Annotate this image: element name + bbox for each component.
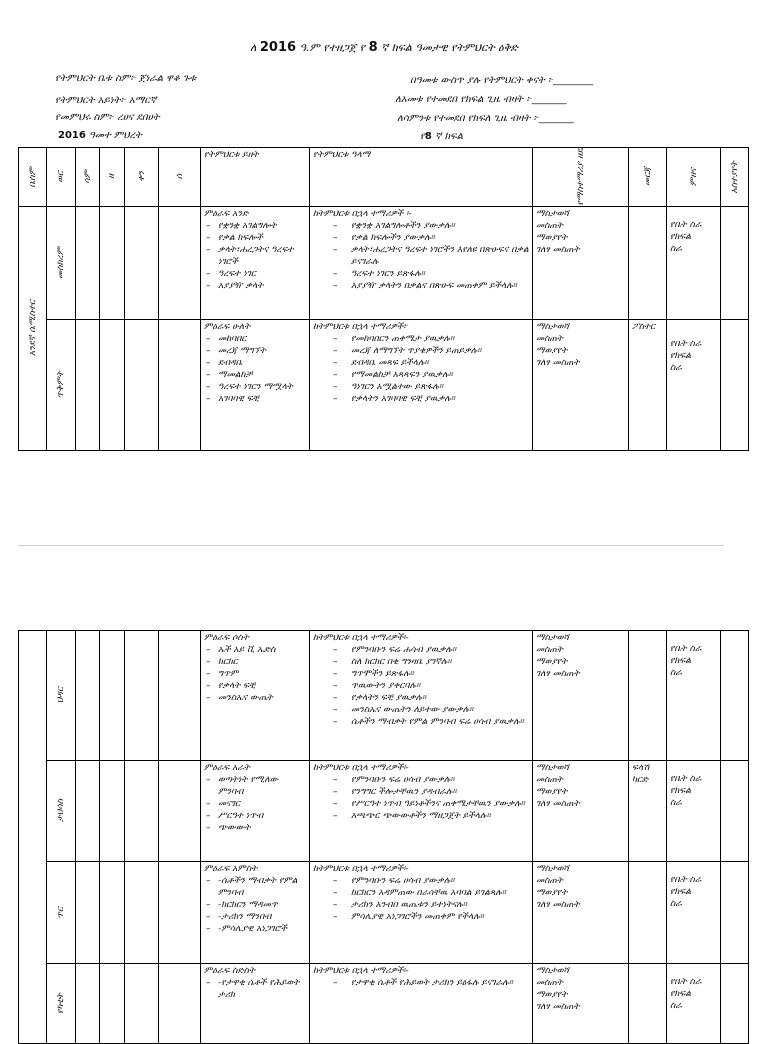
plan-table-semester-1	[18, 147, 749, 451]
hour-cell	[159, 206, 201, 319]
weekly-periods: ለሳምንቱ የተመደበ የክፍለ ጊዜ ብዛት ፦_______	[397, 113, 574, 124]
objective-item: – ክርክርን አዳምጠው በራሳቸዉ አባባል ይገልጻሉ።	[313, 887, 529, 899]
day-cell	[125, 319, 159, 450]
unit-label: አንደኛ ሴሚስተር	[27, 300, 38, 357]
header-unit: ቤስም	[19, 148, 47, 207]
assessment-line: ስራ	[670, 362, 682, 373]
method-line: ገለፃ መስጠት	[536, 669, 580, 679]
objectives-cell	[310, 761, 533, 862]
content-list	[204, 977, 306, 1001]
content-item: – -ሴቶችን ማብቃት የምል ምንባብ	[204, 875, 306, 899]
method-cell	[533, 206, 629, 319]
method-line: ማወያየት	[536, 345, 568, 356]
objective-item: – የቋንቋ አገልግሎቶችን ያውቃሉ።	[313, 220, 529, 232]
remark-cell	[721, 206, 749, 319]
method-line: መስጠት	[536, 333, 563, 344]
day-cell	[125, 631, 159, 761]
header-day: ቀን	[125, 148, 159, 207]
objectives-intro: ከትምህርቱ በኋላ ተማሪዎች፦	[313, 321, 409, 332]
content-list	[204, 774, 306, 834]
month-label: ህዳር	[56, 687, 66, 704]
day-cell	[125, 964, 159, 1044]
content-cell	[201, 862, 310, 964]
remark-cell	[721, 964, 749, 1044]
content-item: – ኤች አይ ቪ ኤድስ	[204, 644, 306, 656]
assessment-line: ስራ	[670, 243, 682, 254]
remark-cell	[721, 862, 749, 964]
aids-line: ፖስተር	[632, 321, 656, 332]
content-item: – ቃላት፣ሐረጋትና ዓረፍተ ነገሮች	[204, 244, 306, 268]
objectives-intro: ከትምህርቱ በኋላ ተማሪዎች፡-	[313, 864, 409, 874]
content-item: – ጭውውት	[204, 822, 306, 834]
period-cell	[100, 761, 125, 862]
month-cell	[47, 206, 76, 319]
assessment-cell	[667, 206, 721, 319]
objective-item: – ቃላት፣ሐረጋትና ዓረፍተ ነገሮችን እየለዩ በጽሁፍና በቃል ይናገራሉ	[313, 244, 529, 268]
method-line: መስጠት	[536, 978, 563, 988]
content-item: – መንስኤና ውጤት	[204, 692, 306, 704]
assessment-line: የቤት ስራ	[670, 219, 702, 230]
method-line: መስጠት	[536, 645, 563, 655]
objective-item: – ሴቶችን ማብቃት የምል ምንባብ ፍሬ ሀሳብ ያዉቃሉ።	[313, 716, 529, 728]
unit-cell	[19, 206, 47, 450]
yearly-periods: ለአመቱ የተመደበ የክፍል ጊዜ ብዛት ፦_______	[395, 94, 567, 105]
method-line: ማስታወሻ	[536, 763, 569, 773]
method-line: ገለፃ መስጠት	[536, 900, 580, 910]
content-item: – -የታዋቂ ሴቶች የሕይወት ታሪክ	[204, 977, 306, 1001]
content-item: – ሥርዓተ ነጥብ	[204, 810, 306, 822]
content-list	[204, 220, 306, 292]
method-line: ማወያየት	[536, 888, 568, 898]
hour-cell	[159, 761, 201, 862]
content-cell	[201, 964, 310, 1044]
assessment-line: የክፍል	[670, 989, 691, 999]
method-cell	[533, 862, 629, 964]
unit-title: ምዕራፍ አምስት	[204, 864, 258, 874]
hour-cell	[159, 631, 201, 761]
unit-title: ምዕራፍ አራት	[204, 763, 250, 773]
content-item: – መናገር	[204, 798, 306, 810]
content-item: – የቃል ክፍሎች	[204, 232, 306, 244]
objectives-intro: ከትምህርቱ በኋላ ተማሪዎች፡-	[313, 763, 409, 773]
method-line: ማወያየት	[536, 990, 568, 1000]
method-line: ገለፃ መስጠት	[536, 799, 580, 809]
assessment-cell	[667, 319, 721, 450]
header-method: የማስተማሪያ ዘዴ	[533, 148, 629, 207]
assessment-cell	[667, 631, 721, 761]
content-cell	[201, 761, 310, 862]
objectives-cell	[310, 206, 533, 319]
table-header-row	[19, 148, 749, 207]
header-week: ሳም	[76, 148, 100, 207]
method-line: ማስታወሻ	[536, 864, 569, 874]
unit-title: ምዕራፍ ሶስት	[204, 633, 249, 643]
month-label: ጥቅምት	[56, 370, 66, 399]
method-line: ማስታወሻ	[536, 633, 569, 643]
objective-item: – ጥዉውትን ያቀርባሉ።	[313, 680, 529, 692]
header-aids: መርጃ	[629, 148, 667, 207]
assessment-line: የቤት ስራ	[670, 977, 702, 987]
unit-title: ምዕራፍ አንድ	[204, 208, 249, 219]
objectives-cell	[310, 319, 533, 450]
hour-cell	[159, 319, 201, 450]
objective-item: – የንግግር ችሎታቸዉን ያዳብራሉ።	[313, 786, 529, 798]
content-item: – ዓረፍተ ነገርን ማሟላት	[204, 381, 306, 393]
day-cell	[125, 206, 159, 319]
method-line: ማወያየት	[536, 657, 568, 667]
month-cell	[47, 319, 76, 450]
objective-item: – አያያዥ ቃላትን በቃልና በጽሁፍ መጠቀም ይችላሉ።	[313, 280, 529, 292]
remark-cell	[721, 761, 749, 862]
header-month: ወር	[47, 148, 76, 207]
aids-cell	[629, 761, 667, 862]
document-title: ለ 2016 ዓ.ም የተዘጋጀ የ 8 ኛ ክፍል ዓመታዊ የትምህርት ዕቅድ	[249, 40, 519, 55]
school-days: በዓመቱ ውስጥ ያሉ የትምህርት ቀናት ፦________	[410, 75, 594, 86]
content-cell	[201, 206, 310, 319]
content-item: – የቋንቋ አገልግሎት	[204, 220, 306, 232]
month-cell	[47, 761, 76, 862]
objective-item: – የምንባቡን ፍሬ ሐሳብ ያዉቃሉ።	[313, 644, 529, 656]
content-list	[204, 644, 306, 704]
aids-cell	[629, 206, 667, 319]
remark-cell	[721, 631, 749, 761]
teacher-name: የመምህሩ ስም፦ ረሀና ደበሀት	[55, 112, 160, 123]
objective-item: – የቃል ክፍሎችን ያውቃሉ።	[313, 232, 529, 244]
period-cell	[100, 631, 125, 761]
assessment-line: የቤት ስራ	[670, 774, 702, 784]
content-item: – የቃላት ፍቺ	[204, 680, 306, 692]
method-line: ማስታወሻ	[536, 321, 569, 332]
objective-item: – የማመልከቻ አጻጻፍን ያዉቃሉ።	[313, 369, 529, 381]
method-line: ማስታወሻ	[536, 208, 569, 219]
period-cell	[100, 964, 125, 1044]
content-list	[204, 333, 306, 405]
objectives-cell	[310, 631, 533, 761]
week-cell	[76, 862, 100, 964]
objective-item: – ስለ ክርክር በቂ ግንዛቤ ያገኛሉ።	[313, 656, 529, 668]
header-hour: ሰ	[159, 148, 201, 207]
table-row	[19, 206, 749, 319]
period-cell	[100, 206, 125, 319]
objective-item: – ታሪክን አንብበ ዉጤቱን ይተነትናሉ።	[313, 899, 529, 911]
method-cell	[533, 631, 629, 761]
table-row	[19, 862, 749, 964]
assessment-cell	[667, 862, 721, 964]
objective-item: – የቃላትን ፍቺ ያዉቃሉ።	[313, 692, 529, 704]
objective-item: – መንስኤና ውጤትን ለይተው ያውቃሉ።	[313, 704, 529, 716]
day-cell	[125, 862, 159, 964]
assessment-line: ስራ	[670, 798, 682, 808]
content-item: – አያያዥ ቃላት	[204, 280, 306, 292]
objectives-intro: ከትምህርቱ በኋላ ተማሪዎች፡-	[313, 633, 409, 643]
assessment-line: ስራ	[670, 899, 682, 909]
assessment-cell	[667, 761, 721, 862]
content-item: – መረጃ ማግኘት	[204, 345, 306, 357]
assessment-line: የቤት ስራ	[670, 338, 702, 349]
assessment-line: የክፍል	[670, 887, 691, 897]
assessment-line: የክፍል	[670, 350, 691, 361]
week-cell	[76, 631, 100, 761]
assessment-cell	[667, 964, 721, 1044]
content-item: – -ታሪክን ማንበብ	[204, 911, 306, 923]
header-objectives: የትምህርቱ ዓላማ	[310, 148, 533, 207]
table-row	[19, 631, 749, 761]
aids-cell	[629, 631, 667, 761]
plan-table-continued	[18, 630, 749, 1044]
content-item: – ግጥም	[204, 668, 306, 680]
objective-item: – መረጃ ለማግኘት ጥያቄዎችን ይጠይቃሉ።	[313, 345, 529, 357]
objectives-intro: ከትምህርቱ በኋላ ተማሪዎች፡-	[313, 966, 409, 976]
assessment-line: ስራ	[670, 668, 682, 678]
week-cell	[76, 964, 100, 1044]
objectives-list	[313, 644, 529, 728]
month-label: መስከረም	[56, 246, 66, 279]
page-divider	[18, 545, 724, 546]
method-line: ገለፃ መስጠት	[536, 244, 580, 255]
content-item: – አገባባዊ ፍቺ	[204, 393, 306, 405]
objectives-list	[313, 875, 529, 923]
content-list	[204, 875, 306, 935]
header-content: የትምህርቱ ይዘት	[201, 148, 310, 207]
content-item: – -ክርክርን ማዳመጥ	[204, 899, 306, 911]
month-label: ታህሳስ	[56, 799, 66, 823]
method-line: መስጠት	[536, 775, 563, 785]
objectives-cell	[310, 862, 533, 964]
content-item: – ወጣትነት የሚለው ምንባብ	[204, 774, 306, 798]
objective-item: – አጫጭር ጭውውቶችን ማዘጋጀት ይችላሉ።	[313, 810, 529, 822]
aids-line: ካርድ	[632, 775, 649, 785]
week-cell	[76, 761, 100, 862]
period-cell	[100, 862, 125, 964]
assessment-line: የቤት ስራ	[670, 875, 702, 885]
unit-title: ምዕራፍ ስድስት	[204, 966, 256, 976]
objective-item: – ግጥሞችን ይጽፋሉ።	[313, 668, 529, 680]
method-line: ገለፃ መስጠት	[536, 357, 580, 368]
objectives-list	[313, 977, 529, 989]
method-cell	[533, 319, 629, 450]
method-line: ማስታወሻ	[536, 966, 569, 976]
method-line: ማወያየት	[536, 232, 568, 243]
objective-item: – የምንባቡን ፍሬ ሀሳብ ያውቃሉ።	[313, 875, 529, 887]
grade-label: የ8 ኛ ክፍል	[420, 131, 463, 142]
content-cell	[201, 319, 310, 450]
aids-cell	[629, 964, 667, 1044]
objectives-list	[313, 333, 529, 405]
unit-title: ምዕራፍ ሁለት	[204, 321, 251, 332]
objective-item: – ዓነገርን አሟልተው ይጽፋሉ።	[313, 381, 529, 393]
objectives-list	[313, 220, 529, 292]
objectives-list	[313, 774, 529, 822]
aids-cell	[629, 319, 667, 450]
table-row	[19, 319, 749, 450]
objective-item: – የሥርዓተ ነጥብ ዓይነቶችንና ጠቀሜታቸዉን ያውቃሉ።	[313, 798, 529, 810]
subject-name: የትምህርት አይነት፦ አማርኛ	[55, 95, 157, 106]
objective-item: – ምሳሌያዊ አነጋገሮችን መጠቀም የችላሉ።	[313, 911, 529, 923]
method-cell	[533, 761, 629, 862]
objective-item: – የቃላትን አገባባዊ ፍቺ ያዉቃሉ።	[313, 393, 529, 405]
week-cell	[76, 319, 100, 450]
content-item: – ደብዳቤ	[204, 357, 306, 369]
assessment-line: የክፍል	[670, 786, 691, 796]
method-line: ገለፃ መስጠት	[536, 1002, 580, 1012]
header-remark: አስተያየት	[721, 148, 749, 207]
method-cell	[533, 964, 629, 1044]
content-item: – ዓረፍተ ነገር	[204, 268, 306, 280]
hour-cell	[159, 964, 201, 1044]
content-item: – መከባበር	[204, 333, 306, 345]
month-label: የካቲት	[56, 993, 66, 1014]
assessment-line: የክፍል	[670, 231, 691, 242]
remark-cell	[721, 319, 749, 450]
header-period: ዘ	[100, 148, 125, 207]
school-name: የትምህርት ቤቱ ስም፦ ጀነራል ዋቆ ጉቱ	[55, 73, 197, 84]
objective-item: – የምንባቡን ፍሬ ሀሳብ ያውቃሉ።	[313, 774, 529, 786]
content-item: – -ምሳሌያዊ አነጋገሮች	[204, 923, 306, 935]
assessment-line: የክፍል	[670, 656, 691, 666]
week-cell	[76, 206, 100, 319]
objective-item: – የመከባበርን ጠቀሜታ ያዉቃሉ።	[313, 333, 529, 345]
method-line: መስጠት	[536, 220, 563, 231]
period-cell	[100, 319, 125, 450]
content-cell	[201, 631, 310, 761]
month-cell	[47, 862, 76, 964]
content-item: – ክርክር	[204, 656, 306, 668]
table-row	[19, 964, 749, 1044]
content-item: – ማመልከቻ	[204, 369, 306, 381]
objectives-cell	[310, 964, 533, 1044]
header-assessment: ምዘና	[667, 148, 721, 207]
month-cell	[47, 964, 76, 1044]
day-cell	[125, 761, 159, 862]
unit-cell	[19, 631, 47, 1044]
academic-year: 2016 ዓመተ ምህረት	[58, 130, 142, 141]
objectives-intro: ከትምህርቱ በኋላ ተማሪዎች ፡-	[313, 208, 412, 219]
assessment-line: የቤት ስራ	[670, 644, 702, 654]
month-label: ጥር	[56, 906, 66, 919]
aids-cell	[629, 862, 667, 964]
method-line: ማወያየት	[536, 787, 568, 797]
table-row	[19, 761, 749, 862]
objective-item: – ደብዳቤ መጻፍ ይችላሉ።	[313, 357, 529, 369]
aids-line: ፍላሽ	[632, 763, 650, 773]
month-cell	[47, 631, 76, 761]
hour-cell	[159, 862, 201, 964]
method-line: መስጠት	[536, 876, 563, 886]
assessment-line: ስራ	[670, 1001, 682, 1011]
objective-item: – የታዋቂ ሴቶች የሕይወት ታሪክን ይፅፋሉ ይናገራሉ።	[313, 977, 529, 989]
objective-item: – ዓረፍተ ነገርን ይጽፋሉ።	[313, 268, 529, 280]
